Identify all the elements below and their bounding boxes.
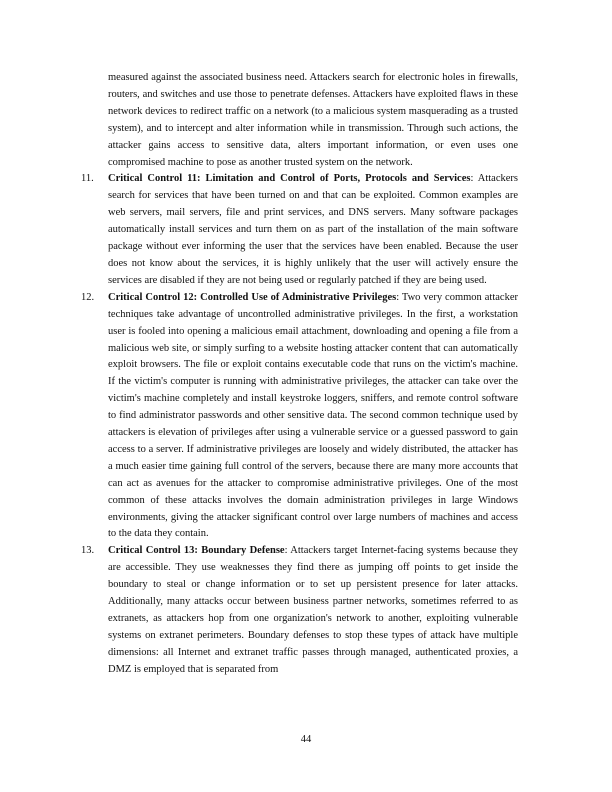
list-item-number: 12. — [81, 291, 95, 303]
list-item-title: Critical Control 13: Boundary Defense — [108, 545, 285, 557]
list-item-title: Critical Control 11: Limitation and Control of Ports, Protocols and Services — [108, 173, 471, 185]
list-item-number: 13. — [81, 545, 95, 557]
list-item-body: : Attackers target Internet-facing systems because they are accessible. They use weaknesses they find there as jumping off points to get inside the boundary to steal or change information or to set up persistent presence for later attacks. Additionally, many attacks occur between business partner networks, sometimes referred to as extranets, as attackers hop from one organization's network to another, exploiting vulnerable systems on extranet perimeters. Boundary defenses to stop these types of attack have multiple dimensions: all Internet and extranet traffic passes through managed, authenticated proxies, a DMZ is employed that is separated from — [108, 545, 518, 675]
list-item-control-12 — [81, 290, 518, 544]
list-item-title: Critical Control 12: Controlled Use of Administrative Privileges — [108, 291, 397, 303]
list-item-body: : Attackers search for services that have been turned on and that can be exploited. Common examples are web servers, mail servers, file and print services, and DNS servers. Many software packages automatically install services and turn them on as part of the installation of the main software package without ever informing the user that the services have been enabled. Because the user does not know about the services, it is highly unlikely that the user will actively ensure the services are disabled if they are not being used or regularly patched if they are being used. — [108, 173, 518, 286]
continuation-paragraph: measured against the associated business need. Attackers search for electronic holes in firewalls, routers, and switches and use those to penetrate defenses. Attackers have exploited flaws in these network devices to redirect traffic on a network (to a malicious system masquerading as a trusted system), and to intercept and alter information while in transmission. Through such actions, the attacker gains access to sensitive data, alters important information, or even uses one compromised machine to pose as another trusted system on the network. — [108, 72, 518, 168]
page-content — [81, 70, 518, 679]
page-number: 44 — [300, 734, 312, 745]
list-item-control-11 — [81, 171, 518, 289]
list-item-number: 11. — [81, 173, 94, 185]
list-item-control-13 — [81, 543, 518, 678]
list-item-body: : Two very common attacker techniques take advantage of uncontrolled administrative privileges. In the first, a workstation user is fooled into opening a malicious email attachment, downloading and opening a file from a malicious web site, or simply surfing to a website hosting attacker content that can automatically exploit browsers. The file or exploit contains executable code that runs on the victim's machine. If the victim's computer is running with administrative privileges, the attacker can take over the victim's machine completely and install keystroke loggers, sniffers, and remote control software to find administrator passwords and other sensitive data. The second common technique used by attackers is elevation of privileges after using a vulnerable service or a guessed password to gain access to a server. If administrative privileges are loosely and widely distributed, the attacker has a much easier time gaining full control of the servers, because there are many more accounts that can act as avenues for the attacker to compromise administrative privileges. One of the most common of these attacks involves the domain administration privileges in large Windows environments, giving the attacker significant control over large numbers of machines and access to the data they contain. — [108, 291, 518, 540]
